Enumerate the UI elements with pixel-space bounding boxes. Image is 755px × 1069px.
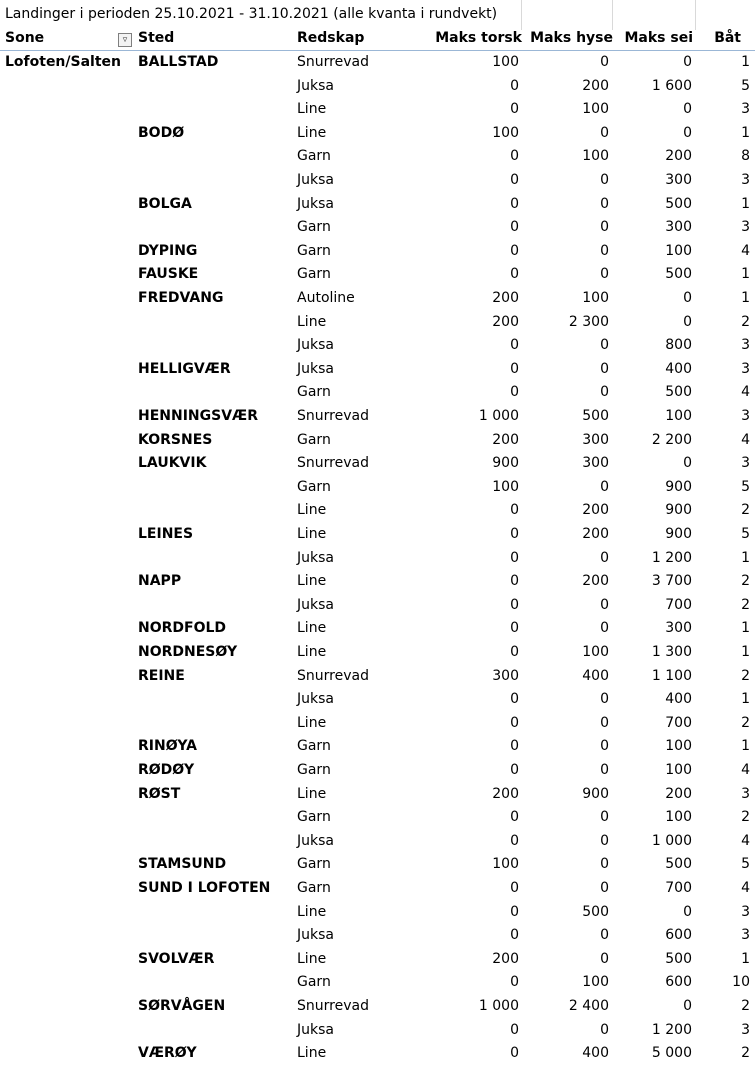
cell-sted[interactable]: RØST [138, 785, 181, 802]
cell-maks-sei[interactable]: 600 [665, 974, 692, 991]
cell-sted[interactable]: FAUSKE [138, 266, 199, 283]
cell-maks-hyse[interactable]: 100 [582, 101, 609, 118]
cell-maks-sei[interactable]: 700 [665, 880, 692, 896]
cell-bat[interactable]: 3 [741, 903, 750, 920]
cell-sted[interactable]: HENNINGSVÆR [138, 408, 259, 424]
cell-bat[interactable]: 5 [741, 478, 750, 495]
table-row [0, 948, 755, 971]
cell-redskap[interactable]: Garn [297, 478, 331, 495]
cell-maks-torsk[interactable]: 0 [510, 360, 519, 377]
cell-sted[interactable]: SVOLVÆR [138, 950, 215, 967]
cell-redskap[interactable]: Garn [297, 974, 331, 991]
cell-maks-sei[interactable]: 0 [683, 54, 692, 70]
cell-bat[interactable]: 1 [741, 950, 750, 967]
cell-maks-sei[interactable]: 1 200 [651, 1021, 692, 1038]
cell-redskap[interactable]: Juksa [297, 172, 334, 188]
cell-maks-torsk[interactable]: 0 [510, 762, 519, 778]
cell-maks-sei[interactable]: 100 [665, 809, 692, 826]
cell-redskap[interactable]: Juksa [297, 691, 334, 708]
cell-sted[interactable]: NAPP [138, 573, 182, 590]
cell-maks-hyse[interactable]: 2 400 [568, 998, 609, 1014]
cell-redskap[interactable]: Garn [297, 880, 331, 896]
cell-maks-sei[interactable]: 500 [665, 195, 692, 212]
table-row [0, 523, 755, 546]
cell-redskap[interactable]: Snurrevad [297, 455, 369, 472]
cell-redskap[interactable]: Line [297, 644, 327, 660]
cell-maks-hyse[interactable]: 100 [582, 290, 609, 306]
cell-maks-torsk[interactable]: 300 [492, 667, 519, 684]
cell-redskap[interactable]: Line [297, 620, 327, 637]
cell-bat[interactable]: 1 [741, 124, 750, 141]
cell-maks-hyse[interactable]: 0 [600, 337, 609, 354]
table-row [0, 216, 755, 239]
cell-maks-hyse[interactable]: 0 [600, 360, 609, 377]
cell-bat[interactable]: 3 [741, 1021, 750, 1038]
cell-bat[interactable]: 2 [741, 667, 750, 684]
cell-maks-sei[interactable]: 0 [683, 290, 692, 306]
table-row [0, 358, 755, 381]
cell-maks-torsk[interactable]: 200 [492, 431, 519, 448]
cell-maks-sei[interactable]: 1 600 [651, 77, 692, 94]
cell-maks-torsk[interactable]: 200 [492, 290, 519, 306]
cell-redskap[interactable]: Juksa [297, 927, 334, 944]
sheet-title: Landinger i perioden 25.10.2021 - 31.10.2021 (alle kvanta i rundvekt) [5, 6, 498, 22]
cell-maks-torsk[interactable]: 0 [510, 691, 519, 708]
cell-maks-torsk[interactable]: 0 [510, 502, 519, 519]
cell-redskap[interactable]: Juksa [297, 1021, 334, 1038]
cell-bat[interactable]: 10 [732, 974, 750, 991]
cell-maks-hyse[interactable]: 0 [600, 880, 609, 896]
cell-maks-sei[interactable]: 500 [665, 950, 692, 967]
table-row [0, 240, 755, 263]
cell-redskap[interactable]: Juksa [297, 549, 334, 566]
cell-maks-torsk[interactable]: 0 [510, 644, 519, 660]
cell-redskap[interactable]: Juksa [297, 337, 334, 354]
cell-maks-hyse[interactable]: 100 [582, 644, 609, 660]
table-row [0, 334, 755, 357]
cell-bat[interactable]: 2 [741, 998, 750, 1014]
cell-maks-hyse[interactable]: 200 [582, 526, 609, 542]
table-row [0, 901, 755, 924]
cell-maks-sei[interactable]: 100 [665, 408, 692, 424]
cell-sted[interactable]: FREDVANG [138, 290, 224, 306]
cell-maks-torsk[interactable]: 0 [510, 832, 519, 849]
cell-maks-sei[interactable]: 300 [665, 620, 692, 637]
cell-bat[interactable]: 3 [741, 455, 750, 472]
cell-bat[interactable]: 2 [741, 809, 750, 826]
cell-maks-hyse[interactable]: 2 300 [568, 313, 609, 330]
cell-redskap[interactable]: Line [297, 950, 327, 967]
cell-maks-hyse[interactable]: 0 [600, 124, 609, 141]
cell-maks-torsk[interactable]: 0 [510, 738, 519, 755]
cell-maks-hyse[interactable]: 0 [600, 832, 609, 849]
cell-maks-sei[interactable]: 3 700 [651, 573, 692, 590]
cell-maks-torsk[interactable]: 0 [510, 219, 519, 236]
table-row [0, 665, 755, 688]
cell-maks-hyse[interactable]: 400 [582, 1045, 609, 1062]
cell-redskap[interactable]: Line [297, 101, 327, 118]
cell-maks-torsk[interactable]: 0 [510, 195, 519, 212]
cell-maks-hyse[interactable]: 300 [582, 431, 609, 448]
table-row [0, 145, 755, 168]
cell-maks-torsk[interactable]: 0 [510, 927, 519, 944]
cell-maks-sei[interactable]: 0 [683, 101, 692, 118]
cell-maks-sei[interactable]: 600 [665, 927, 692, 944]
cell-maks-sei[interactable]: 0 [683, 903, 692, 920]
cell-redskap[interactable]: Garn [297, 242, 331, 259]
cell-bat[interactable]: 1 [741, 266, 750, 283]
table-row [0, 712, 755, 735]
table-row [0, 429, 755, 452]
cell-redskap[interactable]: Line [297, 1045, 327, 1062]
cell-maks-torsk[interactable]: 0 [510, 101, 519, 118]
cell-maks-torsk[interactable]: 0 [510, 77, 519, 94]
cell-bat[interactable]: 1 [741, 691, 750, 708]
cell-maks-sei[interactable]: 900 [665, 526, 692, 542]
cell-maks-torsk[interactable]: 900 [492, 455, 519, 472]
cell-sted[interactable]: SØRVÅGEN [138, 998, 226, 1014]
cell-redskap[interactable]: Line [297, 714, 327, 731]
cell-maks-torsk[interactable]: 0 [510, 1021, 519, 1038]
cell-bat[interactable]: 1 [741, 549, 750, 566]
cell-redskap[interactable]: Line [297, 124, 327, 141]
cell-redskap[interactable]: Line [297, 313, 327, 330]
cell-bat[interactable]: 1 [741, 644, 750, 660]
cell-maks-sei[interactable]: 5 000 [651, 1045, 692, 1062]
cell-maks-hyse[interactable]: 0 [600, 809, 609, 826]
cell-sted[interactable]: LAUKVIK [138, 455, 207, 472]
cell-redskap[interactable]: Line [297, 526, 327, 542]
cell-maks-sei[interactable]: 100 [665, 738, 692, 755]
cell-bat[interactable]: 2 [741, 313, 750, 330]
cell-maks-sei[interactable]: 1 000 [651, 832, 692, 849]
table-row [0, 783, 755, 806]
cell-maks-hyse[interactable]: 500 [582, 408, 609, 424]
cell-bat[interactable]: 3 [741, 927, 750, 944]
cell-maks-torsk[interactable]: 0 [510, 596, 519, 613]
cell-bat[interactable]: 3 [741, 172, 750, 188]
cell-maks-torsk[interactable]: 100 [492, 124, 519, 141]
cell-maks-hyse[interactable]: 0 [600, 384, 609, 401]
table-row [0, 594, 755, 617]
cell-maks-hyse[interactable]: 0 [600, 950, 609, 967]
header-maks-torsk[interactable]: Maks torsk [435, 30, 522, 46]
cell-maks-sei[interactable]: 1 100 [651, 667, 692, 684]
cell-redskap[interactable]: Juksa [297, 360, 334, 377]
cell-bat[interactable]: 2 [741, 573, 750, 590]
cell-bat[interactable]: 5 [741, 856, 750, 873]
gridline [521, 0, 522, 30]
table-row [0, 570, 755, 593]
cell-maks-hyse[interactable]: 0 [600, 172, 609, 188]
filter-icon[interactable]: ▿ [118, 33, 132, 47]
cell-redskap[interactable]: Garn [297, 384, 331, 401]
cell-maks-torsk[interactable]: 1 000 [478, 408, 519, 424]
table-row [0, 641, 755, 664]
cell-maks-torsk[interactable]: 0 [510, 384, 519, 401]
cell-maks-hyse[interactable]: 400 [582, 667, 609, 684]
table-row [0, 617, 755, 640]
cell-maks-hyse[interactable]: 0 [600, 195, 609, 212]
cell-maks-sei[interactable]: 500 [665, 856, 692, 873]
table-row [0, 735, 755, 758]
cell-sted[interactable]: RINØYA [138, 738, 197, 755]
table-row [0, 263, 755, 286]
cell-bat[interactable]: 2 [741, 502, 750, 519]
table-row [0, 830, 755, 853]
cell-bat[interactable]: 1 [741, 738, 750, 755]
cell-bat[interactable]: 3 [741, 219, 750, 236]
cell-maks-hyse[interactable]: 0 [600, 927, 609, 944]
cell-maks-hyse[interactable]: 0 [600, 620, 609, 637]
cell-maks-torsk[interactable]: 0 [510, 266, 519, 283]
table-row [0, 381, 755, 404]
cell-redskap[interactable]: Garn [297, 738, 331, 755]
cell-redskap[interactable]: Garn [297, 219, 331, 236]
cell-redskap[interactable]: Line [297, 573, 327, 590]
cell-maks-torsk[interactable]: 0 [510, 573, 519, 590]
header-maks-hyse[interactable]: Maks hyse [530, 30, 613, 46]
table-row [0, 311, 755, 334]
table-row [0, 193, 755, 216]
cell-maks-torsk[interactable]: 0 [510, 880, 519, 896]
cell-sted[interactable]: BOLGA [138, 195, 192, 212]
table-row [0, 924, 755, 947]
cell-redskap[interactable]: Juksa [297, 77, 334, 94]
cell-redskap[interactable]: Garn [297, 148, 331, 165]
cell-maks-torsk[interactable]: 0 [510, 620, 519, 637]
cell-maks-torsk[interactable]: 0 [510, 809, 519, 826]
cell-redskap[interactable]: Line [297, 903, 327, 920]
cell-maks-torsk[interactable]: 100 [492, 54, 519, 70]
cell-bat[interactable]: 3 [741, 408, 750, 424]
cell-maks-hyse[interactable]: 0 [600, 54, 609, 70]
cell-maks-torsk[interactable]: 0 [510, 172, 519, 188]
gridline [612, 0, 613, 30]
table-row [0, 759, 755, 782]
cell-bat[interactable]: 3 [741, 101, 750, 118]
table-row [0, 499, 755, 522]
cell-maks-hyse[interactable]: 0 [600, 762, 609, 778]
cell-maks-sei[interactable]: 300 [665, 219, 692, 236]
cell-maks-sei[interactable]: 1 300 [651, 644, 692, 660]
cell-bat[interactable]: 1 [741, 290, 750, 306]
cell-maks-sei[interactable]: 200 [665, 785, 692, 802]
cell-maks-torsk[interactable]: 0 [510, 148, 519, 165]
table-row [0, 1019, 755, 1042]
cell-redskap[interactable]: Juksa [297, 832, 334, 849]
cell-sted[interactable]: DYPING [138, 242, 198, 259]
cell-redskap[interactable]: Juksa [297, 596, 334, 613]
cell-redskap[interactable]: Snurrevad [297, 667, 369, 684]
cell-maks-hyse[interactable]: 0 [600, 714, 609, 731]
cell-maks-sei[interactable]: 400 [665, 360, 692, 377]
cell-sted[interactable]: NORDNESØY [138, 644, 238, 660]
cell-maks-torsk[interactable]: 200 [492, 785, 519, 802]
cell-maks-torsk[interactable]: 0 [510, 714, 519, 731]
cell-sted[interactable]: LEINES [138, 526, 194, 542]
cell-maks-hyse[interactable]: 0 [600, 856, 609, 873]
cell-bat[interactable]: 5 [741, 526, 750, 542]
cell-maks-sei[interactable]: 900 [665, 502, 692, 519]
cell-maks-torsk[interactable]: 0 [510, 242, 519, 259]
cell-bat[interactable]: 4 [741, 762, 750, 778]
cell-redskap[interactable]: Garn [297, 856, 331, 873]
cell-bat[interactable]: 4 [741, 880, 750, 896]
cell-sted[interactable]: BALLSTAD [138, 54, 219, 70]
cell-maks-sei[interactable]: 100 [665, 762, 692, 778]
cell-redskap[interactable]: Snurrevad [297, 998, 369, 1014]
table-row [0, 452, 755, 475]
cell-maks-torsk[interactable]: 0 [510, 903, 519, 920]
table-row [0, 806, 755, 829]
cell-redskap[interactable]: Garn [297, 266, 331, 283]
cell-maks-sei[interactable]: 400 [665, 691, 692, 708]
cell-maks-hyse[interactable]: 0 [600, 691, 609, 708]
cell-bat[interactable]: 3 [741, 360, 750, 377]
cell-maks-sei[interactable]: 900 [665, 478, 692, 495]
cell-maks-torsk[interactable]: 0 [510, 337, 519, 354]
cell-sted[interactable]: STAMSUND [138, 856, 227, 873]
cell-maks-hyse[interactable]: 0 [600, 738, 609, 755]
cell-redskap[interactable]: Autoline [297, 290, 355, 306]
cell-maks-torsk[interactable]: 200 [492, 313, 519, 330]
cell-bat[interactable]: 4 [741, 832, 750, 849]
cell-maks-sei[interactable]: 700 [665, 714, 692, 731]
cell-maks-hyse[interactable]: 0 [600, 1021, 609, 1038]
header-bat[interactable]: Båt [714, 30, 741, 46]
cell-maks-torsk[interactable]: 100 [492, 478, 519, 495]
cell-sted[interactable]: KORSNES [138, 431, 213, 448]
cell-maks-hyse[interactable]: 900 [582, 785, 609, 802]
table-row [0, 853, 755, 876]
cell-bat[interactable]: 1 [741, 54, 750, 70]
cell-maks-sei[interactable]: 2 200 [651, 431, 692, 448]
cell-maks-torsk[interactable]: 200 [492, 950, 519, 967]
header-sone[interactable]: Sone [5, 30, 45, 46]
table-row [0, 877, 755, 900]
cell-maks-sei[interactable]: 0 [683, 455, 692, 472]
cell-maks-sei[interactable]: 0 [683, 124, 692, 141]
cell-redskap[interactable]: Garn [297, 809, 331, 826]
cell-redskap[interactable]: Line [297, 785, 327, 802]
cell-maks-sei[interactable]: 1 200 [651, 549, 692, 566]
table-row [0, 971, 755, 994]
cell-maks-torsk[interactable]: 0 [510, 974, 519, 991]
cell-maks-sei[interactable]: 800 [665, 337, 692, 354]
header-maks-sei[interactable]: Maks sei [624, 30, 693, 46]
cell-maks-torsk[interactable]: 100 [492, 856, 519, 873]
cell-maks-torsk[interactable]: 1 000 [478, 998, 519, 1014]
cell-redskap[interactable]: Snurrevad [297, 408, 369, 424]
table-row [0, 75, 755, 98]
cell-bat[interactable]: 2 [741, 596, 750, 613]
cell-bat[interactable]: 4 [741, 431, 750, 448]
cell-sted[interactable]: RØDØY [138, 762, 195, 778]
cell-maks-sei[interactable]: 700 [665, 596, 692, 613]
cell-maks-torsk[interactable]: 0 [510, 1045, 519, 1062]
cell-bat[interactable]: 3 [741, 337, 750, 354]
cell-maks-sei[interactable]: 100 [665, 242, 692, 259]
title-row [0, 0, 755, 30]
cell-maks-hyse[interactable]: 0 [600, 596, 609, 613]
table-row [0, 688, 755, 711]
table-row [0, 51, 755, 74]
cell-redskap[interactable]: Line [297, 502, 327, 519]
header-sted[interactable]: Sted [138, 30, 175, 46]
table-row [0, 122, 755, 145]
cell-redskap[interactable]: Garn [297, 762, 331, 778]
cell-sted[interactable]: REINE [138, 667, 185, 684]
cell-maks-hyse[interactable]: 0 [600, 219, 609, 236]
cell-maks-sei[interactable]: 200 [665, 148, 692, 165]
table-row [0, 995, 755, 1018]
cell-maks-hyse[interactable]: 0 [600, 242, 609, 259]
header-redskap[interactable]: Redskap [297, 30, 365, 46]
cell-sted[interactable]: HELLIGVÆR [138, 360, 231, 377]
cell-sted[interactable]: VÆRØY [138, 1045, 197, 1062]
cell-sted[interactable]: SUND I LOFOTEN [138, 880, 271, 896]
cell-maks-hyse[interactable]: 500 [582, 903, 609, 920]
cell-sone[interactable]: Lofoten/Salten [5, 54, 121, 70]
cell-bat[interactable]: 5 [741, 77, 750, 94]
cell-maks-sei[interactable]: 500 [665, 384, 692, 401]
cell-sted[interactable]: NORDFOLD [138, 620, 227, 637]
cell-maks-hyse[interactable]: 0 [600, 478, 609, 495]
cell-maks-torsk[interactable]: 0 [510, 549, 519, 566]
table-row [0, 98, 755, 121]
cell-maks-torsk[interactable]: 0 [510, 526, 519, 542]
cell-maks-hyse[interactable]: 200 [582, 573, 609, 590]
cell-bat[interactable]: 2 [741, 714, 750, 731]
cell-maks-hyse[interactable]: 0 [600, 549, 609, 566]
cell-maks-hyse[interactable]: 0 [600, 266, 609, 283]
cell-maks-hyse[interactable]: 200 [582, 77, 609, 94]
cell-maks-sei[interactable]: 0 [683, 998, 692, 1014]
table-row [0, 169, 755, 192]
gridline [695, 0, 696, 30]
table-row [0, 1042, 755, 1065]
table-row [0, 547, 755, 570]
cell-maks-sei[interactable]: 300 [665, 172, 692, 188]
cell-redskap[interactable]: Snurrevad [297, 54, 369, 70]
cell-bat[interactable]: 4 [741, 384, 750, 401]
table-row [0, 287, 755, 310]
cell-maks-hyse[interactable]: 100 [582, 148, 609, 165]
cell-bat[interactable]: 2 [741, 1045, 750, 1062]
cell-maks-hyse[interactable]: 300 [582, 455, 609, 472]
cell-sted[interactable]: BODØ [138, 124, 185, 141]
cell-maks-hyse[interactable]: 200 [582, 502, 609, 519]
cell-redskap[interactable]: Garn [297, 431, 331, 448]
cell-bat[interactable]: 3 [741, 785, 750, 802]
cell-bat[interactable]: 1 [741, 620, 750, 637]
cell-maks-sei[interactable]: 0 [683, 313, 692, 330]
cell-bat[interactable]: 4 [741, 242, 750, 259]
cell-bat[interactable]: 8 [741, 148, 750, 165]
table-header [0, 30, 755, 51]
cell-bat[interactable]: 1 [741, 195, 750, 212]
cell-maks-sei[interactable]: 500 [665, 266, 692, 283]
cell-maks-hyse[interactable]: 100 [582, 974, 609, 991]
table-row [0, 476, 755, 499]
table-row [0, 405, 755, 428]
cell-redskap[interactable]: Juksa [297, 195, 334, 212]
